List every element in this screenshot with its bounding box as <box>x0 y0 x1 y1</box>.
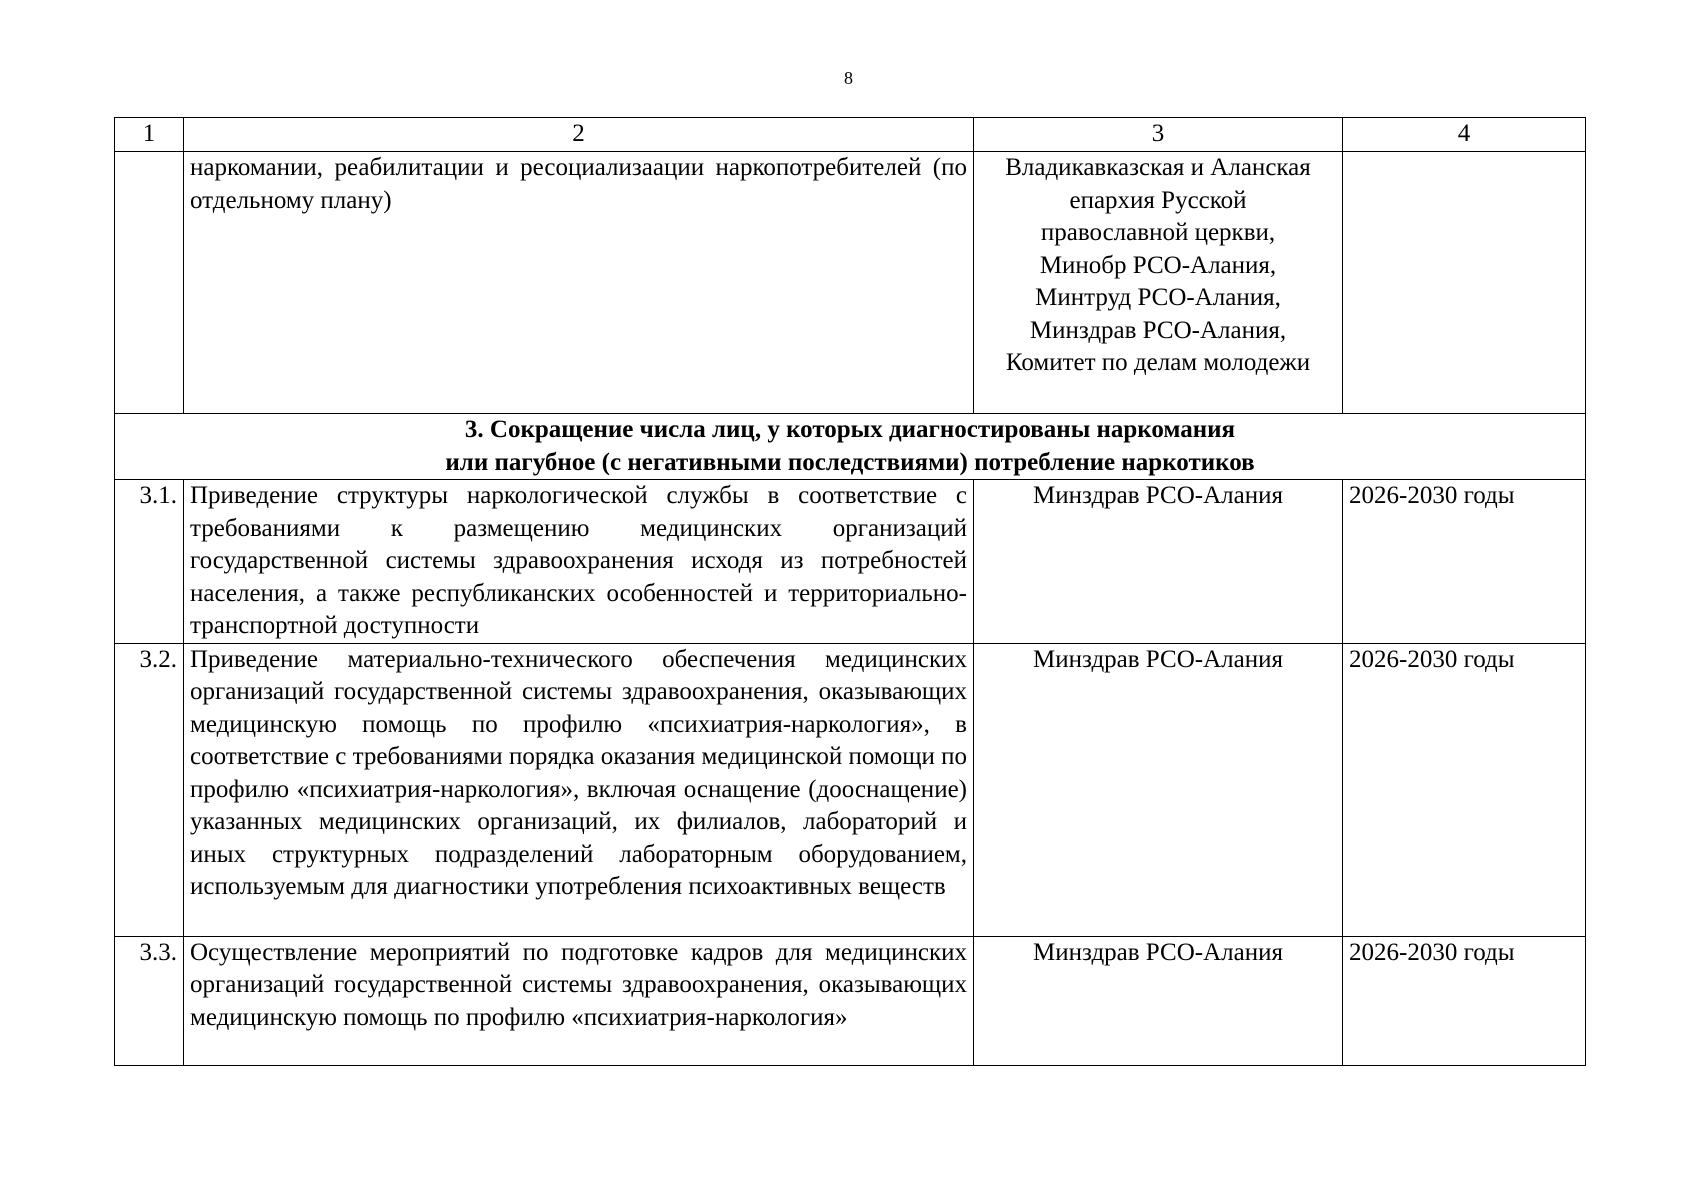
section-heading <box>115 414 1586 480</box>
executor-line: Минобр РСО-Алания, <box>1039 251 1277 279</box>
table-row <box>115 152 1586 414</box>
row-description-cell: Приведение материально-технического обеспечения медицинских организаций государственной системы здравоохранения, оказывающих медицинскую помощь по профилю «психиатрия-наркология», в соответствие с требованиями порядка оказания медицинской помощи по профилю «психиатрия-наркология», включая оснащение (дооснащение) указанных медицинских организаций, их филиалов, лабораторий и иных структурных подразделений лабораторным оборудованием, используемым для диагностики употребления психоактивных веществ <box>184 643 974 936</box>
row-number-cell <box>115 152 184 414</box>
section-heading-line: 3. Сокращение числа лиц, у которых диагностированы наркомания <box>464 416 1236 443</box>
column-number-header: 1 <box>115 118 184 152</box>
row-number-cell: 3.3. <box>115 936 184 1065</box>
section-heading-row <box>115 414 1586 480</box>
table-row <box>115 643 1586 936</box>
row-executors-cell <box>974 152 1343 414</box>
row-description-cell: наркомании, реабилитации и ресоциализаации наркопотребителей (по отдельному плану) <box>184 152 974 414</box>
row-deadline-cell: 2026-2030 годы <box>1343 480 1586 644</box>
row-deadline-cell: 2026-2030 годы <box>1343 936 1586 1065</box>
table-row <box>115 480 1586 644</box>
table-row <box>115 936 1586 1065</box>
executor-line: епархия Русской <box>1069 186 1247 214</box>
column-number-header: 3 <box>974 118 1343 152</box>
row-executor-cell: Минздрав РСО-Алания <box>974 936 1343 1065</box>
row-description-cell: Приведение структуры наркологической службы в соответствие с требованиями к размещению медицинских организаций государственной системы здравоохранения исходя из потребностей населения, а также республиканских особенностей и территориально-транспортной доступности <box>184 480 974 644</box>
row-executor-cell: Минздрав РСО-Алания <box>974 480 1343 644</box>
row-deadline-cell: 2026-2030 годы <box>1343 643 1586 936</box>
action-plan-table <box>114 117 1586 1066</box>
row-number-cell: 3.2. <box>115 643 184 936</box>
column-number-header: 4 <box>1343 118 1586 152</box>
executor-line: Минздрав РСО-Алания, <box>1029 316 1287 344</box>
row-deadline-cell <box>1343 152 1586 414</box>
executor-line: Минтруд РСО-Алания, <box>1035 284 1281 311</box>
executor-line: Владикавказская и Аланская <box>1005 154 1311 181</box>
page-number: 8 <box>844 68 853 88</box>
section-heading-line: или пагубное (с негативными последствиями) потребление наркотиков <box>445 448 1255 476</box>
row-number-cell: 3.1. <box>115 480 184 644</box>
executor-line: Комитет по делам молодежи <box>1005 349 1311 376</box>
executor-line: православной церкви, <box>1040 219 1276 246</box>
row-executor-cell: Минздрав РСО-Алания <box>974 643 1343 936</box>
table-header-row <box>115 118 1586 152</box>
column-number-header: 2 <box>184 118 974 152</box>
row-description-cell: Осуществление мероприятий по подготовке кадров для медицинских организаций государственной системы здравоохранения, оказывающих медицинскую помощь по профилю «психиатрия-наркология» <box>184 936 974 1065</box>
